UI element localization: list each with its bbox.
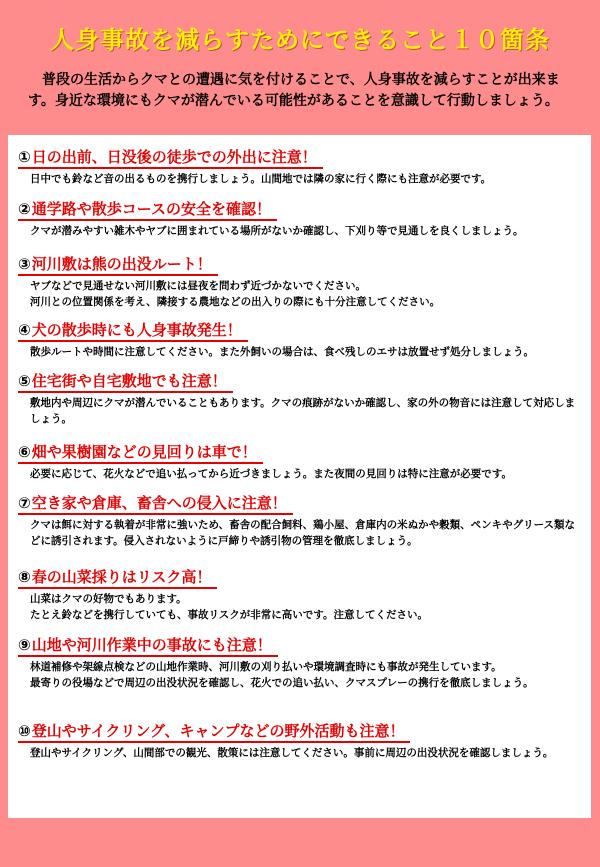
rule-item-4 (18, 320, 584, 360)
rule-item-5 (18, 371, 584, 427)
rule-body (18, 591, 584, 623)
rule-number: ⑦ (18, 494, 31, 512)
rule-body-line: 必要に応じて、花火などで追い払ってから近づきましょう。また夜間の見回りは特に注意が必要です。 (30, 468, 512, 480)
rule-heading (18, 493, 293, 515)
rule-heading-text: 空き家や倉庫、畜舎への侵入に注意！ (31, 494, 287, 512)
rule-body-line: ヤブなどで見通せない河川敷には昼夜を問わず近づかないでください。 (30, 280, 366, 292)
rule-number: ⑤ (18, 372, 31, 390)
rule-number: ⑥ (18, 443, 31, 461)
rules-card (8, 135, 591, 818)
rule-item-2 (18, 199, 584, 239)
rule-body (18, 517, 584, 549)
rule-body-line: 日中でも鈴など音の出るものを携行しましょう。山間地では隣の家に行く際にも注意が必要です。 (30, 173, 492, 185)
rule-item-10 (18, 721, 584, 761)
rule-body-line: 最寄りの役場などで周辺の出没状況を確認し、花火での追い払い、クマスプレーの携行を徹底しましょう。 (30, 677, 534, 689)
rule-body-line: クマは餌に対する執着が非常に強いため、畜舎の配合飼料、鶏小屋、倉庫内の米ぬかや穀類、ペンキやグリース類などに誘引されます。侵入されないように戸締りや誘引物の管理を徹底しましょう。 (30, 519, 576, 547)
rule-body (18, 466, 584, 482)
rule-body (18, 745, 584, 761)
rule-body (18, 278, 584, 310)
rule-item-6 (18, 442, 584, 482)
rule-number: ⑩ (18, 722, 31, 740)
rule-item-9 (18, 635, 584, 691)
rule-item-3 (18, 254, 584, 310)
rule-heading-text: 山地や河川作業中の事故にも注意！ (31, 636, 272, 654)
rule-item-1 (18, 147, 584, 187)
rule-heading (18, 721, 410, 743)
rule-number: ③ (18, 255, 31, 273)
rule-heading (18, 635, 278, 657)
rule-number: ④ (18, 321, 31, 339)
rule-item-7 (18, 493, 584, 549)
rule-number: ② (18, 200, 31, 218)
rule-body-line: 河川との位置関係を考え、隣接する農地などの出入りの際にも十分注意してください。 (30, 296, 441, 308)
rule-body (18, 223, 584, 239)
rule-heading (18, 320, 248, 342)
rule-body-line: たとえ鈴などを携行していても、事故リスクが非常に高いです。注意してください。 (30, 609, 428, 621)
rule-heading (18, 567, 217, 589)
rule-heading-text: 春の山菜採りはリスク高！ (31, 568, 212, 586)
rule-heading (18, 371, 233, 393)
rule-heading-text: 犬の散歩時にも人身事故発生！ (31, 321, 242, 339)
rule-heading (18, 147, 323, 169)
rule-body (18, 395, 584, 427)
rule-heading-text: 日の出前、日没後の徒歩での外出に注意！ (31, 148, 317, 166)
rule-body (18, 171, 584, 187)
rule-body-line: 散歩ルートや時間に注意してください。また外飼いの場合は、食べ残しのエサは放置せず処分しましょう。 (30, 346, 534, 358)
intro-paragraph: 普段の生活からクマとの遭遇に気を付けることで、人身事故を減らすことが出来ます。身近な環境にもクマが潜んでいる可能性があることを意識して行動しましょう。 (28, 72, 560, 109)
rule-body-line: クマが潜みやすい雑木やヤブに囲まれている場所がないか確認し、下刈り等で見通しを良くしましょう。 (30, 225, 524, 237)
rule-heading (18, 442, 263, 464)
rule-number: ⑧ (18, 568, 31, 586)
rule-body-line: 登山やサイクリング、山間部での観光、散策には注意してください。事前に周辺の出没状況を確認しましょう。 (30, 747, 554, 759)
rule-heading-text: 畑や果樹園などの見回りは車で！ (31, 443, 257, 461)
page-title: 人身事故を減らすためにできること１０箇条 (50, 26, 550, 54)
rule-body (18, 344, 584, 360)
rule-body (18, 659, 584, 691)
rule-heading-text: 住宅街や自宅敷地でも注意！ (31, 372, 227, 390)
rule-body-line: 林道補修や架線点検などの山地作業時、河川敷の刈り払いや環境調査時にも事故が発生しています。 (30, 661, 502, 673)
rule-item-8 (18, 567, 584, 623)
rule-heading (18, 254, 218, 276)
rule-heading-text: 登山やサイクリング、キャンプなどの野外活動も注意！ (31, 722, 405, 740)
rule-body-line: 山菜はクマの好物でもあります。 (30, 593, 187, 605)
rule-heading-text: 河川敷は熊の出没ルート！ (31, 255, 212, 273)
rule-heading-text: 通学路や散歩コースの安全を確認！ (31, 200, 271, 218)
rule-number: ① (18, 148, 31, 166)
rule-body-line: 敷地内や周辺にクマが潜んでいることもあります。クマの痕跡がないか確認し、家の外の物音には注意して対応しましょう。 (30, 397, 576, 425)
rule-number: ⑨ (18, 636, 31, 654)
rule-heading (18, 199, 277, 221)
